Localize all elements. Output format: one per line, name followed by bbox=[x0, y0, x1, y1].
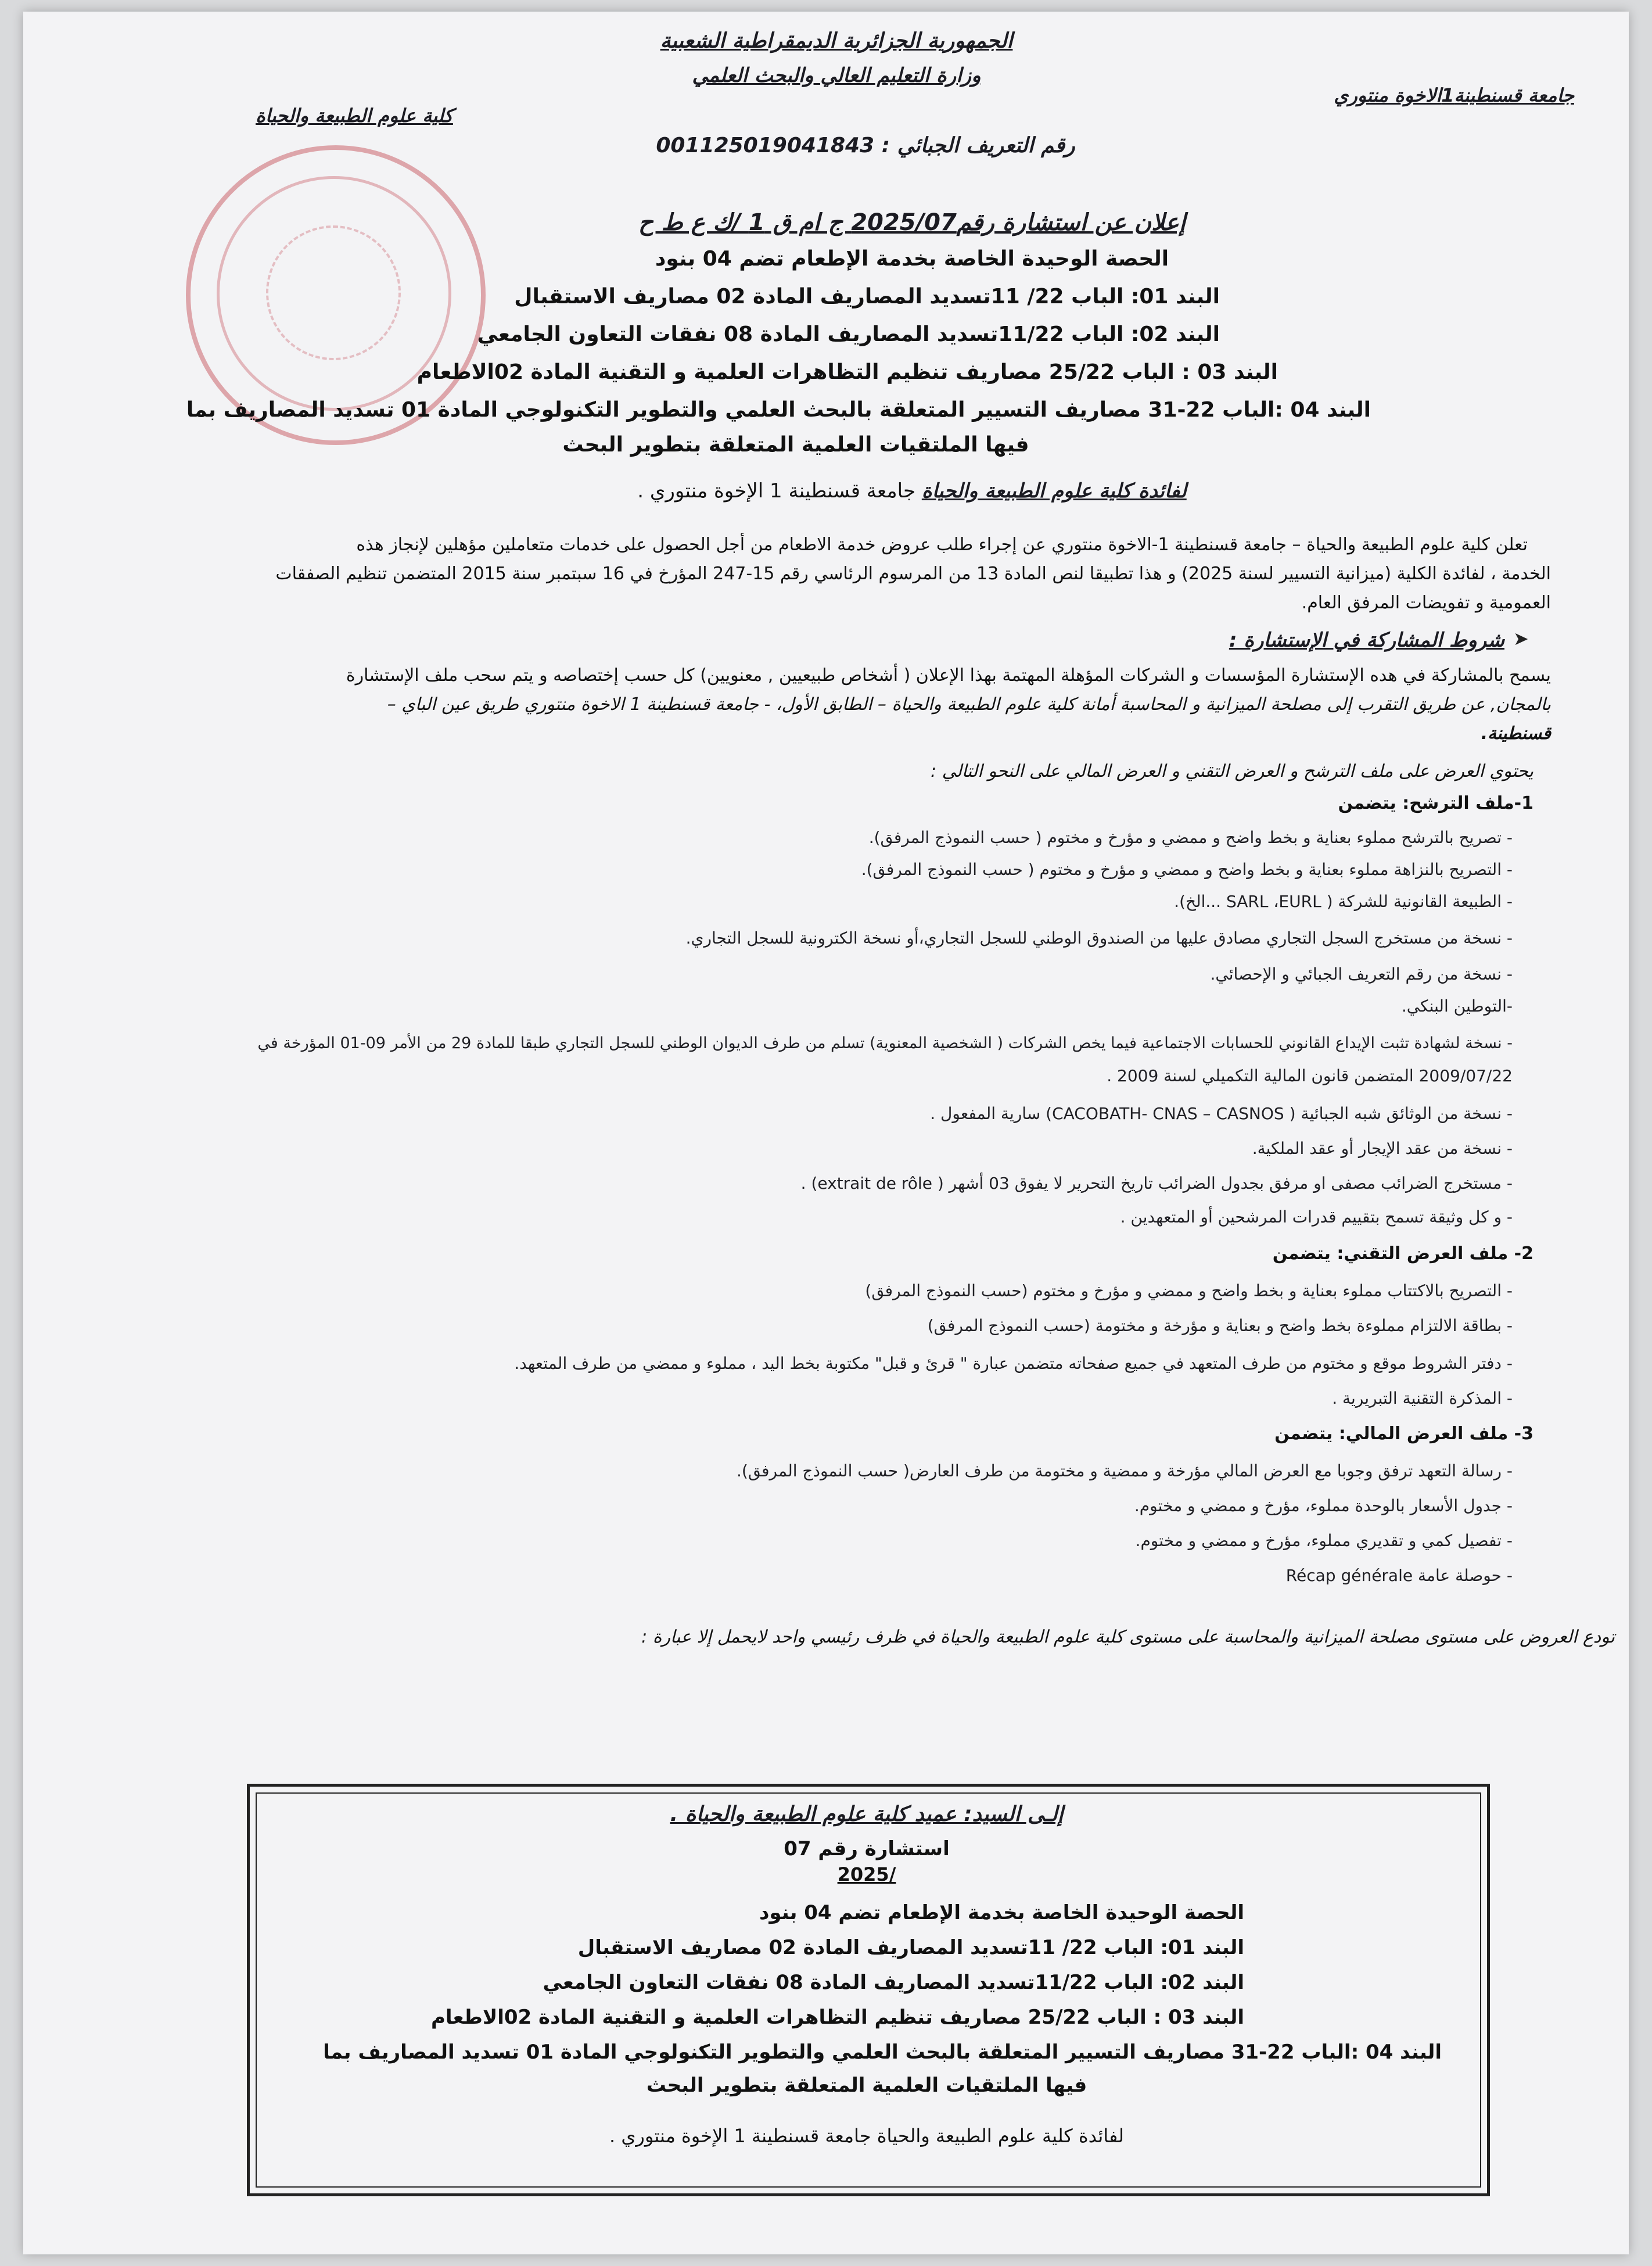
section-3-item: - رسالة التعهد ترفق وجوبا مع العرض المالي مؤرخة و ممضية و مختومة من طرف العارض( حسب النموذج المرفق). bbox=[737, 1461, 1513, 1480]
conditions-line-2: بالمجان, عن طريق التقرب إلى مصلحة الميزانية و المحاسبة أمانة كلية علوم الطبيعة والحياة – الطابق الأول، - جامعة قسنطينة 1 الاخوة منتوري طريق عين الباي – bbox=[387, 694, 1551, 715]
envelope-item-2: البند 02: الباب 11/22تسديد المصاريف المادة 08 نفقات التعاون الجامعي bbox=[543, 1971, 1244, 1994]
section-2-title: 2- ملف العرض التقني: يتضمن bbox=[1272, 1243, 1534, 1264]
section-1-item: 2009/07/22 المتضمن قانون المالية التكميلي لسنة 2009 . bbox=[1107, 1066, 1513, 1085]
section-3-item: - جدول الأسعار بالوحدة مملوء، مؤرخ و ممضي و مختوم. bbox=[1134, 1496, 1513, 1515]
announcement-item-2: البند 02: الباب 11/22تسديد المصاريف المادة 08 نفقات التعاون الجامعي bbox=[477, 322, 1220, 346]
section-1-item: - نسخة من الوثائق شبه الجبائية ( CACOBATH- CNAS – CASNOS) سارية المفعول . bbox=[930, 1104, 1513, 1123]
envelope-item-3: البند 03 : الباب 25/22 مصاريف تنظيم التظاهرات العلمية و التقنية المادة 02الاطعام bbox=[430, 2006, 1244, 2029]
envelope-item-4-cont: فيها الملتقيات العلمية المتعلقة بتطوير البحث bbox=[646, 2074, 1087, 2097]
university-name: جامعة قسنطينة1الاخوة منتوري bbox=[1334, 84, 1574, 106]
section-1-item: - التصريح بالنزاهة مملوء بعناية و بخط واضح و ممضي و مؤرخ و مختوم ( حسب النموذج المرفق). bbox=[861, 860, 1513, 879]
announcement-item-3: البند 03 : الباب 25/22 مصاريف تنظيم التظاهرات العلمية و التقنية المادة 02الاطعام bbox=[416, 360, 1278, 384]
section-1-title: 1-ملف الترشح: يتضمن bbox=[1338, 793, 1534, 813]
envelope-lot: الحصة الوحيدة الخاصة بخدمة الإطعام تضم 04 بنود bbox=[759, 1901, 1244, 1924]
section-1-item: - الطبيعة القانونية للشركة ( SARL ،EURL ...الخ). bbox=[1174, 892, 1513, 911]
section-1-item: - تصريح بالترشح مملوء بعناية و بخط واضح و ممضي و مؤرخ و مختوم ( حسب النموذج المرفق). bbox=[868, 828, 1513, 847]
beneficiary-university: جامعة قسنطينة 1 الإخوة منتوري . bbox=[637, 479, 915, 503]
section-2-item: - دفتر الشروط موقع و مختوم من طرف المتعهد في جميع صفحاته متضمن عبارة " قرئ و قبل" مكتوبة بخط اليد ، مملوء و ممضي من طرف المتعهد. bbox=[514, 1354, 1513, 1373]
announcement-lot: الحصة الوحيدة الخاصة بخدمة الإطعام تضم 04 بنود bbox=[655, 247, 1169, 271]
section-3-item: - تفصيل كمي و تقديري مملوء، مؤرخ و ممضي و مختوم. bbox=[1135, 1531, 1513, 1550]
arrow-marker-icon: ➤ bbox=[1513, 628, 1529, 650]
section-2-item: - التصريح بالاكتتاب مملوء بعناية و بخط واضح و ممضي و مؤرخ و مختوم (حسب النموذج المرفق) bbox=[865, 1281, 1513, 1300]
ministry-heading: وزارة التعليم العالي والبحث العلمي bbox=[692, 64, 981, 87]
section-3-title: 3- ملف العرض المالي: يتضمن bbox=[1274, 1424, 1534, 1444]
section-3-item: - حوصلة عامة Récap générale bbox=[1285, 1566, 1513, 1585]
section-1-item: - نسخة من رقم التعريف الجبائي و الإحصائي. bbox=[1210, 965, 1513, 984]
deposit-note: تودع العروض على مستوى مصلحة الميزانية والمحاسبة على مستوى كلية علوم الطبيعة والحياة في ظرف رئيسي واحد لايحمل إلا عبارة : bbox=[641, 1627, 1615, 1647]
beneficiary-faculty: لفائدة كلية علوم الطبيعة والحياة bbox=[921, 479, 1187, 503]
envelope-item-4: البند 04 :الباب 22-31 مصاريف التسيير المتعلقة بالبحث العلمي والتطوير التكنولوجي المادة 01 تسديد المصاريف بما bbox=[323, 2041, 1442, 2064]
intro-line-1: تعلن كلية علوم الطبيعة والحياة – جامعة قسنطينة 1-الاخوة منتوري عن إجراء طلب عروض خدمة الاطعام من أجل الحصول على خدمات متعاملين مؤهلين لإنجاز هذه bbox=[356, 535, 1528, 555]
envelope-item-1: البند 01: الباب 22/ 11تسديد المصاريف المادة 02 مصاريف الاستقبال bbox=[577, 1936, 1244, 1959]
section-1-item: - نسخة من عقد الإيجار أو عقد الملكية. bbox=[1252, 1139, 1513, 1158]
envelope-consultation: استشارة رقم 07 bbox=[784, 1837, 950, 1860]
announcement-item-4: البند 04 :الباب 22-31 مصاريف التسيير المتعلقة بالبحث العلمي والتطوير التكنولوجي المادة 01 تسديد المصاريف بما bbox=[186, 398, 1371, 422]
section-1-item: - نسخة لشهادة تثبت الإيداع القانوني للحسابات الاجتماعية فيما يخص الشركات ( الشخصية المعنوية) تسلم من طرف الديوان الوطني للسجل التجاري طبقا للمادة 29 من الأمر 09-01 المؤرخة في bbox=[257, 1034, 1513, 1052]
announcement-item-1: البند 01: الباب 22/ 11تسديد المصاريف المادة 02 مصاريف الاستقبال bbox=[514, 285, 1220, 309]
conditions-line-1: يسمح بالمشاركة في هده الإستشارة المؤسسات و الشركات المؤهلة المهتمة بهذا الإعلان ( أشخاص طبيعيين , معنويين) كل حسب إختصاصه و يتم سحب ملف الإستشارة bbox=[346, 665, 1551, 686]
section-2-item: - المذكرة التقنية التبريرية . bbox=[1332, 1389, 1513, 1408]
section-2-item: - بطاقة الالتزام مملوءة بخط واضح و بعناية و مؤرخة و مختومة (حسب النموذج المرفق) bbox=[927, 1316, 1513, 1335]
envelope-recipient: إلـى السيد: عميد كلية علوم الطبيعة والحياة . bbox=[670, 1802, 1064, 1826]
section-1-item: - و كل وثيقة تسمح بتقييم قدرات المرشحين أو المتعهدين . bbox=[1120, 1207, 1513, 1227]
offer-contents: يحتوي العرض على ملف الترشح و العرض التقني و العرض المالي على النحو التالي : bbox=[930, 761, 1534, 781]
envelope-beneficiary: لفائدة كلية علوم الطبيعة والحياة جامعة قسنطينة 1 الإخوة منتوري . bbox=[609, 2125, 1124, 2147]
conditions-line-3: قسنطينة. bbox=[1481, 723, 1551, 744]
tax-id: رقم التعريف الجبائي : 001125019041843 bbox=[656, 134, 1075, 157]
conditions-title: شروط المشاركة في الإستشارة : bbox=[1229, 629, 1504, 652]
announcement-item-4-cont: فيها الملتقيات العلمية المتعلقة بتطوير البحث bbox=[562, 433, 1029, 457]
intro-line-3: العمومية و تفويضات المرفق العام. bbox=[1301, 593, 1551, 613]
document-page bbox=[23, 12, 1629, 2254]
intro-line-2: الخدمة ، لفائدة الكلية (ميزانية التسيير لسنة 2025) و هذا تطبيقا لنص المادة 13 من المرسوم الرئاسي رقم 15-247 المؤرخ في 16 سبتمبر سنة 2015 المتضمن تنظيم الصفقات bbox=[275, 564, 1551, 584]
republic-heading: الجمهورية الجزائرية الديمقراطية الشعبية bbox=[660, 29, 1013, 53]
faculty-name: كلية علوم الطبيعة والحياة bbox=[256, 105, 453, 127]
section-1-item: - نسخة من مستخرج السجل التجاري مصادق عليها من الصندوق الوطني للسجل التجاري،أو نسخة الكترونية للسجل التجاري. bbox=[685, 928, 1513, 948]
section-1-item: - مستخرج الضرائب مصفى او مرفق بجدول الضرائب تاريخ التحرير لا يفوق 03 أشهر ( extrait de rôle) . bbox=[800, 1174, 1513, 1193]
announcement-beneficiary bbox=[476, 479, 1348, 503]
announcement-title: إعلان عن استشارة رقم2025/07 ج ام ق 1 /ك ع ط ح bbox=[638, 209, 1186, 236]
envelope-box bbox=[247, 1784, 1490, 2196]
section-1-item: -التوطين البنكي. bbox=[1401, 996, 1513, 1016]
envelope-year: 2025/ bbox=[837, 1863, 896, 1885]
